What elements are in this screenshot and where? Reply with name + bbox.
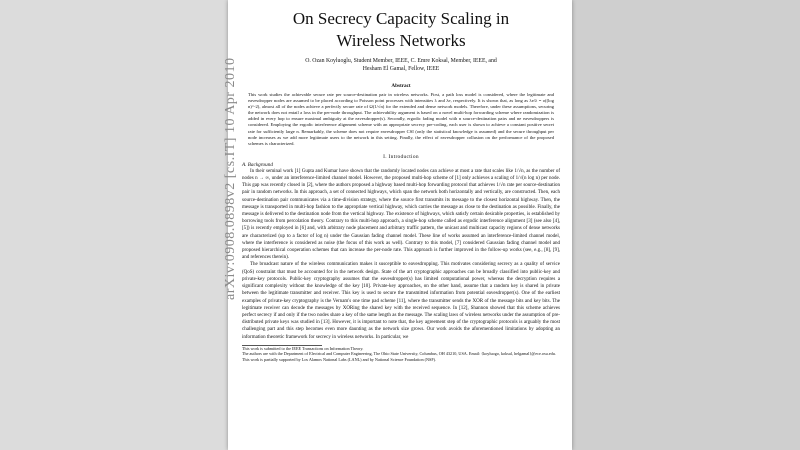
paragraph-1: In their seminal work [1] Gupta and Kumar have shown that the randomly located nodes can achieve at most a rate that scales like 1/√n, as the number of nodes n → ∞, under an interference-limited channel model. However, the proposed multi-hop scheme of [1] only achieves a scaling of 1/√(n log n) per node. This gap was recently closed in [2], where the authors proposed a highway based multi-hop forwarding protocol that achieves 1/√n rate per source-destination pair in random networks. In this approach, a set of connected highways, which span the network both horizontally and vertically, are constructed. Then, each source-destination pair communicates via a time-division strategy, where the source first transmits its message to the closest horizontal highway. Then, the message is transported in multi-hop fashion to the appropriate vertical highway, which carries the message as close to the destination as possible. Finally, the message is delivered to the destination node from the vertical highway. The existence of highways, which satisfy certain desirable properties, is established by borrowing tools from percolation theory. Contrary to this multi-hop approach, a single-hop scheme called as ergodic interference alignment [3] (see also [4], [5]) is recently employed in [6] and, with arbitrary node placement and arbitrary traffic pattern, the unicast and multicast capacity regions of dense networks are characterized (up to a factor of log n) under the Gaussian fading channel model. These line of works assumed an interference-limited channel model, where the interference is considered as noise (the focus of this work as well). Contrary to this model, [7] considered Gaussian fading channel model and proposed hierarchical cooperation schemes that can increase the per-node rate. This approach is further improved in the follow-up works (see, e.g., [8], [9], and references therein). (242, 168, 560, 261)
document-page (228, 0, 572, 450)
title-line-1: On Secrecy Capacity Scaling in (292, 9, 510, 28)
footnote-3: This work is partially supported by Los Alamos National Labs (LANL) and by National Science Foundation (NSF). (242, 356, 437, 362)
paper-title (242, 8, 560, 52)
footnote-2: The authors are with the Department of Electrical and Computer Engineering, The Ohio State University, Columbus, OH 43210, USA. Email: {koyluogo, koksal, helgamal}@ece.osu.edu. (242, 351, 556, 357)
abstract-text: This work studies the achievable secure rate per source-destination pair in wireless networks. First, a path loss model is considered, where the legitimate and eavesdropper nodes are assumed to be placed according to Poisson point processes with intensities λ and λe, respectively. It is shown that, as long as λe/λ = o((log n)^-2), almost all of the nodes achieve a perfectly secure rate of Ω(1/√n) for the extended and dense network models. Therefore, under these assumptions, securing the network does not entail a loss in the per-node throughput. The achievability argument is based on a novel multi-hop forwarding scheme where randomization is added in every hop to ensure maximal ambiguity at the eavesdropper(s). Secondly, ergodic fading model with n source-destination pairs and ne eavesdroppers is considered. Employing the ergodic interference alignment scheme with an appropriate secrecy pre-coding, each user is shown to achieve a constant positive secret rate for sufficiently large n. Remarkably, the scheme does not require eavesdropper CSI (only the statistical knowledge is assumed) and the secure throughput per node increases as we add more legitimate users to the network in this setting. Finally, the effect of eavesdropper collusion on the performance of the proposed schemes is characterized. (248, 92, 554, 146)
viewer-right-margin (572, 0, 800, 450)
abstract-heading: Abstract (391, 83, 411, 89)
author-block (242, 57, 560, 73)
authors-line-1: O. Ozan Koyluoglu, Student Member, IEEE, C. Emre Koksal, Member, IEEE, and (305, 58, 497, 64)
footnote-1: This work is submitted to the IEEE Transactions on Information Theory. (242, 345, 364, 351)
page-content (242, 0, 560, 363)
title-line-2: Wireless Networks (336, 31, 466, 50)
section-heading: I. Introduction (383, 153, 419, 160)
authors-line-2: Hesham El Gamal, Fellow, IEEE (362, 66, 440, 72)
paragraph-2: The broadcast nature of the wireless communication makes it susceptible to eavesdropping. This motivates considering secrecy as a quality of service (QoS) constraint that must be accounted for in the network design. State of the art cryptographic approaches can be broadly classified into public-key and private-key protocols. Public-key cryptography assumes that the eavesdropper(s) has limited computational power, whereas the decryption requires a significant complexity without the knowledge of the key [10]. Private-key approaches, on the other hand, assume that a random key is shared in private between the legitimate transmitter and receiver. This key is used to secure the transmitted information from potential eavesdropper(s). One of the earliest examples of private-key cryptography is the Vernam's one time pad scheme [11], where the transmitter sends the XOR of the message bits and key bits. The legitimate receiver can decode the messages by XORing the shared key with the received sequence. In [12], Shannon showed that this scheme achieves perfect secrecy if and only if the two nodes share a key of the same length as the message. The scaling laws of wireless networks under the assumption of pre-distributed private keys was studied in [13]. However, it is important to note that, the key agreement step of the cryptographic protocols is arguably the most challenging part and this step becomes even more daunting as the network size grows. Our work avoids the aforementioned limitations by adopting an information theoretic framework for secrecy in wireless networks. In particular, we (242, 262, 560, 340)
viewer-left-margin (0, 0, 228, 450)
subsection-heading: A. Background (242, 161, 273, 168)
arxiv-stamp: arXiv:0908.0898v2 [cs.IT] 10 Apr 2010 (223, 57, 238, 300)
